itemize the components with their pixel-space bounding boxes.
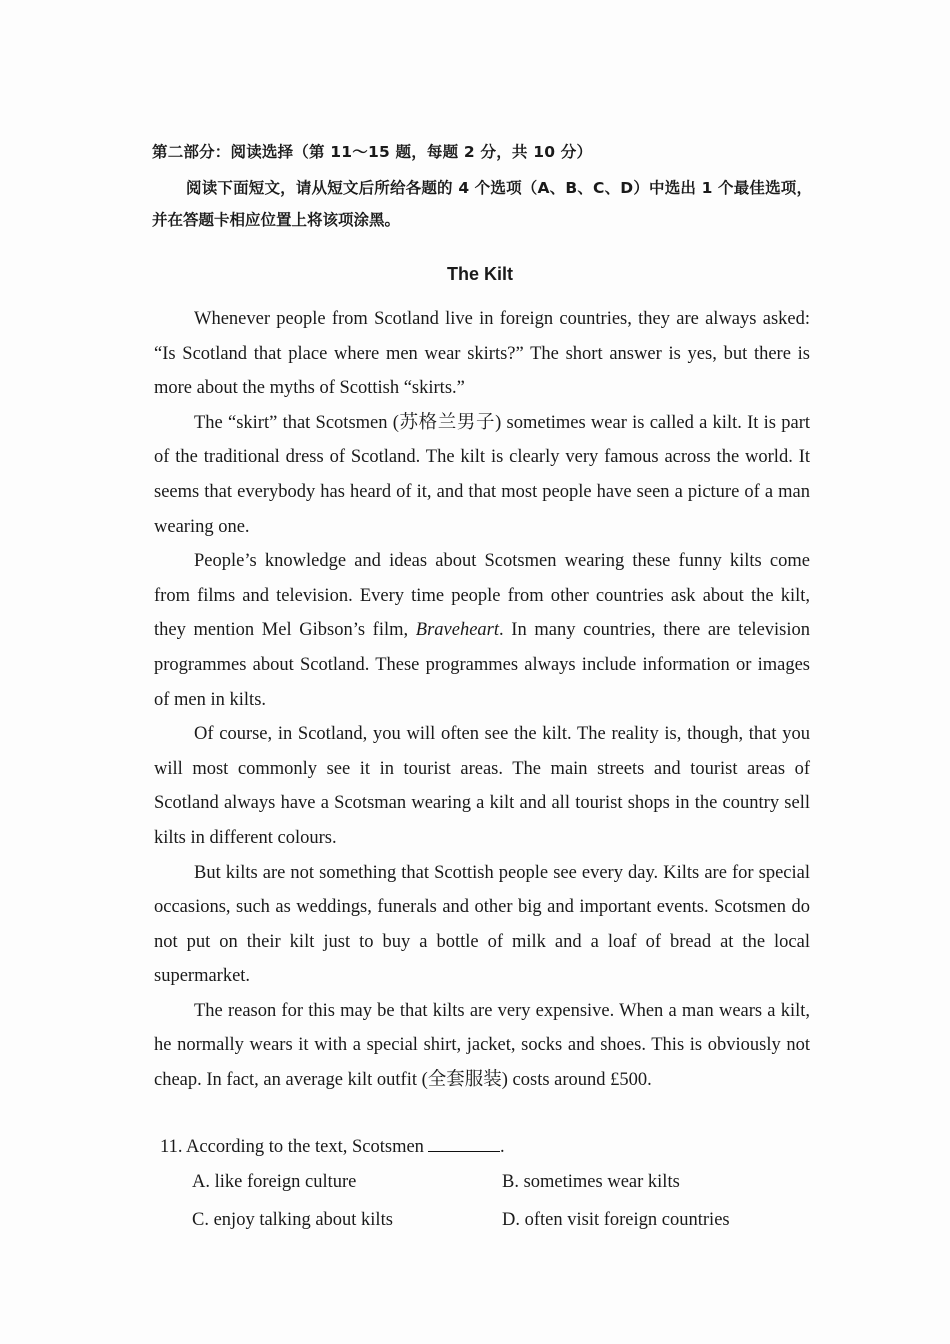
paragraph-3-text-b: . In many countries, there are television programmes about Scotland. These programmes always include information or images of men in kilts.	[154, 620, 811, 710]
passage	[154, 302, 810, 1098]
instructions: 阅读下面短文，请从短文后所给各题的 4 个选项（A、B、C、D）中选出 1 个最佳选项，并在答题卡相应位置上将该项涂黑。	[152, 179, 812, 229]
option-a[interactable]: A. like foreign culture	[192, 1172, 357, 1192]
question-11-stem	[160, 1130, 780, 1164]
option-d[interactable]: D. often visit foreign countries	[502, 1210, 730, 1230]
option-c[interactable]: C. enjoy talking about kilts	[192, 1210, 393, 1230]
question-11-text: 11. According to the text, Scotsmen	[160, 1137, 424, 1157]
paragraph-5: But kilts are not something that Scottish people see every day. Kilts are for special occasions, such as weddings, funerals and other big and important events. Scotsmen do not put on their kilt just to buy a bottle of milk and a loaf of bread at the local supermarket.	[154, 862, 810, 987]
answer-options	[192, 1164, 780, 1238]
answer-blank	[428, 1135, 500, 1152]
paragraph-1: Whenever people from Scotland live in foreign countries, they are always asked: “Is Scotland that place where men wear skirts?” The short answer is yes, but there is more about the myths of Scottish “skirts.”	[154, 309, 810, 399]
passage-title: The Kilt	[447, 264, 513, 284]
question-11-period: .	[499, 1137, 505, 1157]
question-11	[160, 1130, 780, 1238]
option-b[interactable]: B. sometimes wear kilts	[502, 1172, 680, 1192]
paragraph-4: Of course, in Scotland, you will often see the kilt. The reality is, though, that you will most commonly see it in tourist areas. The main streets and tourist areas of Scotland always have a Scotsman wearing a kilt and all tourist shops in the country sell kilts in different colours.	[154, 724, 810, 848]
section-header: 第二部分：阅读选择（第 11～15 题，每题 2 分，共 10 分）	[152, 143, 593, 161]
paragraph-2: The “skirt” that Scotsmen (苏格兰男子) sometimes wear is called a kilt. It is part of the traditional dress of Scotland. The kilt is clearly very famous across the world. It seems that everybody has heard of it, and that most people have seen a picture of a man wearing one.	[154, 412, 810, 537]
film-title: Braveheart	[415, 620, 500, 641]
paragraph-3-text-a: People’s knowledge and ideas about Scotsmen wearing these funny kilts come from films and television. Every time people from other countries ask about the kilt, they mention Mel Gibson’s film,	[154, 551, 810, 641]
paragraph-3	[154, 544, 810, 717]
paragraph-6: The reason for this may be that kilts are very expensive. When a man wears a kilt, he normally wears it with a special shirt, jacket, socks and shoes. This is obviously not cheap. In fact, an average kilt outfit (全套服装) costs around £500.	[154, 1000, 810, 1091]
